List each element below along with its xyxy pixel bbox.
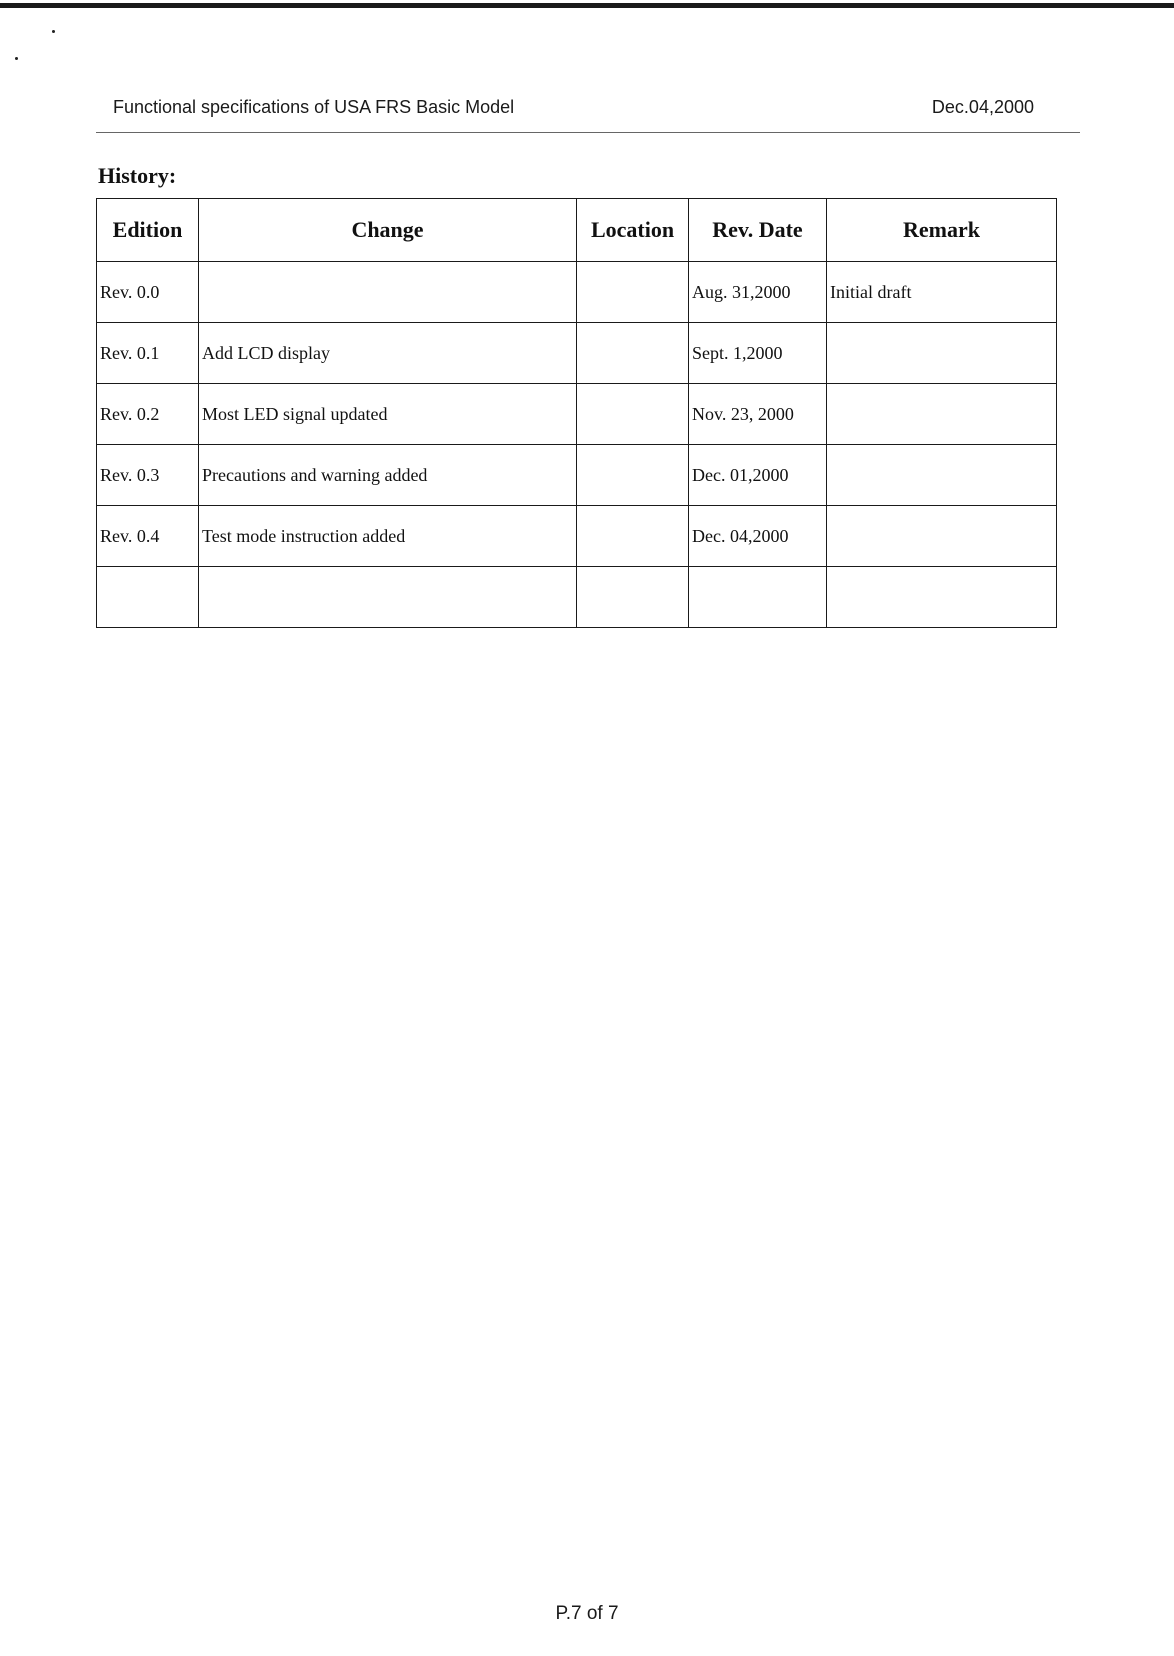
- scan-mark: [15, 57, 18, 60]
- column-header-change: Change: [199, 199, 577, 262]
- document-title: Functional specifications of USA FRS Basic Model: [113, 97, 515, 117]
- cell-rev-date: Dec. 01,2000: [689, 445, 827, 506]
- table-row: [97, 323, 1057, 384]
- top-border-rule: [0, 3, 1174, 8]
- cell-change: Most LED signal updated: [199, 384, 577, 445]
- cell-change: Test mode instruction added: [199, 506, 577, 567]
- cell-edition: Rev. 0.3: [97, 445, 199, 506]
- cell-location: [577, 445, 689, 506]
- cell-rev-date: [689, 567, 827, 628]
- cell-rev-date: Aug. 31,2000: [689, 262, 827, 323]
- history-table: [96, 198, 1057, 628]
- cell-edition: Rev. 0.4: [97, 506, 199, 567]
- cell-location: [577, 323, 689, 384]
- column-header-rev-date: Rev. Date: [689, 199, 827, 262]
- table-row: [97, 567, 1057, 628]
- column-header-edition: Edition: [97, 199, 199, 262]
- cell-location: [577, 262, 689, 323]
- cell-change: [199, 262, 577, 323]
- table-row: [97, 445, 1057, 506]
- cell-edition: Rev. 0.2: [97, 384, 199, 445]
- cell-rev-date: Nov. 23, 2000: [689, 384, 827, 445]
- table-header-row: [97, 199, 1057, 262]
- cell-remark: [827, 445, 1057, 506]
- section-title: History:: [98, 163, 177, 188]
- table-row: [97, 384, 1057, 445]
- page-number: P.7 of 7: [555, 1603, 619, 1624]
- cell-change: Add LCD display: [199, 323, 577, 384]
- table-row: [97, 506, 1057, 567]
- cell-remark: [827, 323, 1057, 384]
- cell-location: [577, 506, 689, 567]
- document-date: Dec.04,2000: [931, 97, 1034, 117]
- cell-remark: [827, 384, 1057, 445]
- cell-rev-date: Dec. 04,2000: [689, 506, 827, 567]
- cell-change: Precautions and warning added: [199, 445, 577, 506]
- cell-edition: Rev. 0.0: [97, 262, 199, 323]
- cell-location: [577, 567, 689, 628]
- cell-edition: [97, 567, 199, 628]
- column-header-location: Location: [577, 199, 689, 262]
- cell-location: [577, 384, 689, 445]
- header-divider: [96, 132, 1080, 133]
- cell-remark: [827, 506, 1057, 567]
- cell-remark: Initial draft: [827, 262, 1057, 323]
- column-header-remark: Remark: [827, 199, 1057, 262]
- cell-rev-date: Sept. 1,2000: [689, 323, 827, 384]
- table-row: [97, 262, 1057, 323]
- cell-edition: Rev. 0.1: [97, 323, 199, 384]
- cell-change: [199, 567, 577, 628]
- cell-remark: [827, 567, 1057, 628]
- scan-mark: [52, 30, 55, 33]
